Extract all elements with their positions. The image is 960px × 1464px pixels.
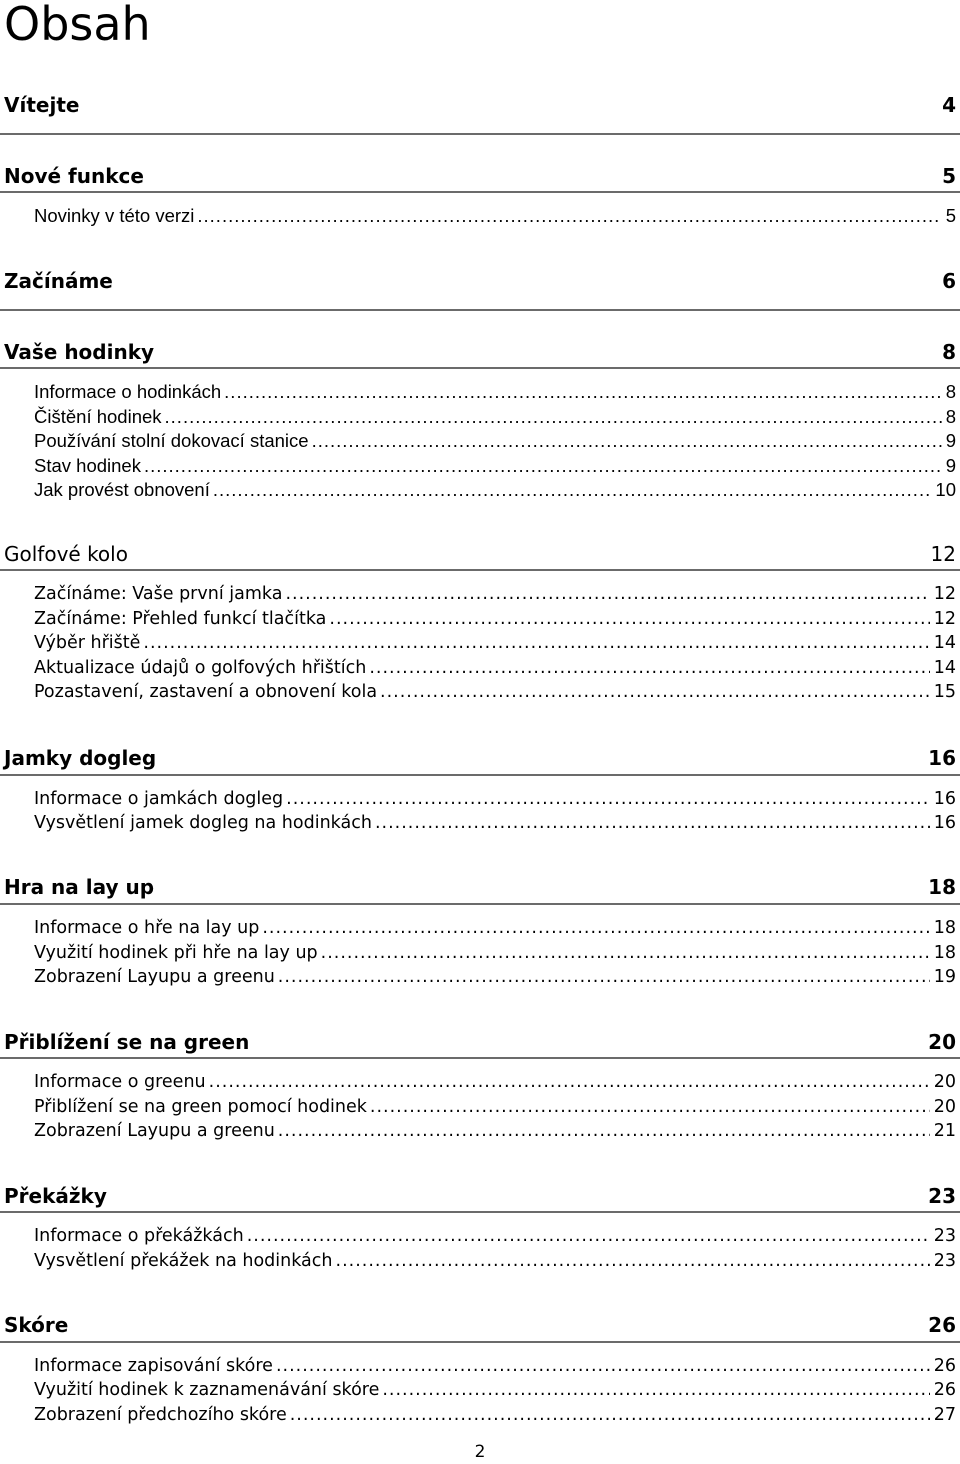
dot-leader (144, 455, 942, 477)
section-page: 18 (928, 875, 956, 899)
entry-label: Začínáme: Vaše první jamka (34, 584, 283, 604)
toc-entry[interactable] (34, 203, 956, 227)
toc-entry[interactable] (34, 1402, 956, 1426)
entry-page: 9 (945, 430, 956, 451)
toc-entry[interactable] (34, 606, 956, 630)
entry-page: 12 (933, 584, 956, 604)
section-page: 6 (942, 269, 956, 293)
dot-leader (369, 657, 929, 679)
dot-leader (370, 1096, 930, 1118)
dot-leader (224, 381, 942, 403)
entry-page: 12 (933, 609, 956, 629)
toc-entry[interactable] (34, 915, 956, 939)
entry-label: Informace o jamkách dogleg (34, 789, 284, 809)
toc-entry[interactable] (34, 679, 956, 703)
toc-section-vitejte[interactable] (4, 88, 956, 118)
entry-label: Novinky v této verzi (34, 205, 195, 226)
entry-label: Informace o greenu (34, 1072, 206, 1092)
entry-page: 20 (933, 1072, 956, 1092)
section-page: 26 (928, 1313, 956, 1337)
dot-leader (262, 917, 929, 939)
toc-entry[interactable] (34, 581, 956, 605)
entry-page: 14 (933, 633, 956, 653)
entry-label: Zobrazení předchozího skóre (34, 1405, 287, 1425)
dot-leader (321, 942, 930, 964)
section-divider (0, 774, 960, 776)
section-page: 8 (942, 340, 956, 364)
toc-entry[interactable] (34, 1069, 956, 1093)
section-title: Hra na lay up (4, 875, 155, 899)
toc-section-priblizeni-se-na-green[interactable] (4, 1025, 956, 1055)
toc-entry[interactable] (34, 1248, 956, 1272)
dot-leader (143, 632, 929, 654)
dot-leader (336, 1250, 930, 1272)
entry-label: Pozastavení, zastavení a obnovení kola (34, 682, 378, 702)
entry-label: Aktualizace údajů o golfových hřištích (34, 658, 367, 678)
toc-entry[interactable] (34, 1223, 956, 1247)
entry-page: 16 (933, 813, 956, 833)
entry-label: Zobrazení Layupu a greenu (34, 1121, 275, 1141)
toc-entry[interactable] (34, 453, 956, 477)
entry-page: 18 (933, 918, 956, 938)
section-title: Překážky (4, 1184, 107, 1208)
entry-page: 14 (933, 658, 956, 678)
toc-section-vase-hodinky[interactable] (4, 335, 956, 365)
toc-entry[interactable] (34, 404, 956, 428)
toc-entry[interactable] (34, 786, 956, 810)
dot-leader (329, 608, 929, 630)
entry-page: 18 (933, 943, 956, 963)
section-divider (0, 1341, 960, 1343)
dot-leader (278, 966, 930, 988)
section-page: 20 (928, 1030, 956, 1054)
entry-page: 21 (933, 1121, 956, 1141)
toc-entry[interactable] (34, 428, 956, 452)
entry-label: Informace zapisování skóre (34, 1356, 273, 1376)
toc-entry[interactable] (34, 1377, 956, 1401)
entry-label: Informace o překážkách (34, 1226, 244, 1246)
dot-leader (197, 205, 941, 227)
entry-label: Stav hodinek (34, 455, 141, 476)
dot-leader (278, 1120, 930, 1142)
dot-leader (380, 681, 930, 703)
section-title: Vítejte (4, 93, 80, 117)
toc-entry[interactable] (34, 655, 956, 679)
entry-page: 26 (933, 1380, 956, 1400)
entry-label: Využití hodinek při hře na lay up (34, 943, 318, 963)
section-title: Jamky dogleg (4, 746, 157, 770)
toc-section-jamky-dogleg[interactable] (4, 741, 956, 771)
section-divider (0, 309, 960, 311)
toc-entry[interactable] (34, 1094, 956, 1118)
entry-label: Výběr hřiště (34, 633, 141, 653)
entry-page: 15 (933, 682, 956, 702)
toc-section-prekazky[interactable] (4, 1179, 956, 1209)
entry-label: Vysvětlení jamek dogleg na hodinkách (34, 813, 372, 833)
entry-page: 27 (933, 1405, 956, 1425)
entry-label: Přiblížení se na green pomocí hodinek (34, 1097, 367, 1117)
section-divider (0, 367, 960, 369)
dot-leader (213, 479, 932, 501)
entry-label: Informace o hře na lay up (34, 918, 260, 938)
dot-leader (286, 788, 930, 810)
section-title: Golfové kolo (4, 542, 128, 566)
dot-leader (209, 1071, 930, 1093)
toc-entry[interactable] (34, 1118, 956, 1142)
section-title: Přiblížení se na green (4, 1030, 250, 1054)
dot-leader (290, 1404, 930, 1426)
entry-label: Používání stolní dokovací stanice (34, 430, 309, 451)
toc-entry[interactable] (34, 1353, 956, 1377)
entry-page: 5 (945, 205, 956, 226)
entry-label: Začínáme: Přehled funkcí tlačítka (34, 609, 327, 629)
toc-entry[interactable] (34, 940, 956, 964)
dot-leader (382, 1379, 929, 1401)
section-divider (0, 903, 960, 905)
section-divider (0, 133, 960, 135)
section-page: 16 (928, 746, 956, 770)
entry-page: 23 (933, 1226, 956, 1246)
entry-page: 10 (935, 479, 956, 500)
page-title: Obsah (4, 0, 151, 51)
section-page: 5 (942, 164, 956, 188)
section-divider (0, 1057, 960, 1059)
dot-leader (247, 1225, 930, 1247)
toc-section-hra-na-lay-up[interactable] (4, 870, 956, 900)
section-title: Skóre (4, 1313, 69, 1337)
entry-page: 9 (945, 455, 956, 476)
entry-label: Vysvětlení překážek na hodinkách (34, 1251, 333, 1271)
dot-leader (375, 812, 930, 834)
dot-leader (285, 583, 929, 605)
dot-leader (165, 406, 942, 428)
entry-page: 20 (933, 1097, 956, 1117)
section-title: Vaše hodinky (4, 340, 155, 364)
footer-page-number: 2 (474, 1442, 486, 1462)
dot-leader (276, 1355, 930, 1377)
section-divider (0, 1211, 960, 1213)
entry-page: 16 (933, 789, 956, 809)
entry-label: Využití hodinek k zaznamenávání skóre (34, 1380, 380, 1400)
toc-section-nove-funkce[interactable] (4, 159, 956, 189)
toc-entry[interactable] (34, 964, 956, 988)
section-page: 4 (942, 93, 956, 117)
entry-page: 8 (945, 406, 956, 427)
toc-section-zaciname[interactable] (4, 264, 956, 294)
entry-page: 23 (933, 1251, 956, 1271)
section-title: Začínáme (4, 269, 113, 293)
section-page: 12 (930, 542, 956, 566)
toc-entry[interactable] (34, 810, 956, 834)
entry-label: Zobrazení Layupu a greenu (34, 967, 275, 987)
entry-label: Čištění hodinek (34, 406, 162, 427)
entry-page: 26 (933, 1356, 956, 1376)
toc-entry[interactable] (34, 379, 956, 403)
section-divider (0, 569, 960, 571)
entry-page: 19 (933, 967, 956, 987)
entry-label: Jak provést obnovení (34, 479, 210, 500)
section-title: Nové funkce (4, 164, 144, 188)
section-divider (0, 191, 960, 193)
toc-entry[interactable] (34, 630, 956, 654)
toc-entry[interactable] (34, 477, 956, 501)
entry-page: 8 (945, 381, 956, 402)
section-page: 23 (928, 1184, 956, 1208)
toc-section-skore[interactable] (4, 1308, 956, 1338)
dot-leader (312, 430, 942, 452)
toc-section-golfove-kolo[interactable] (4, 537, 956, 567)
entry-label: Informace o hodinkách (34, 381, 222, 402)
